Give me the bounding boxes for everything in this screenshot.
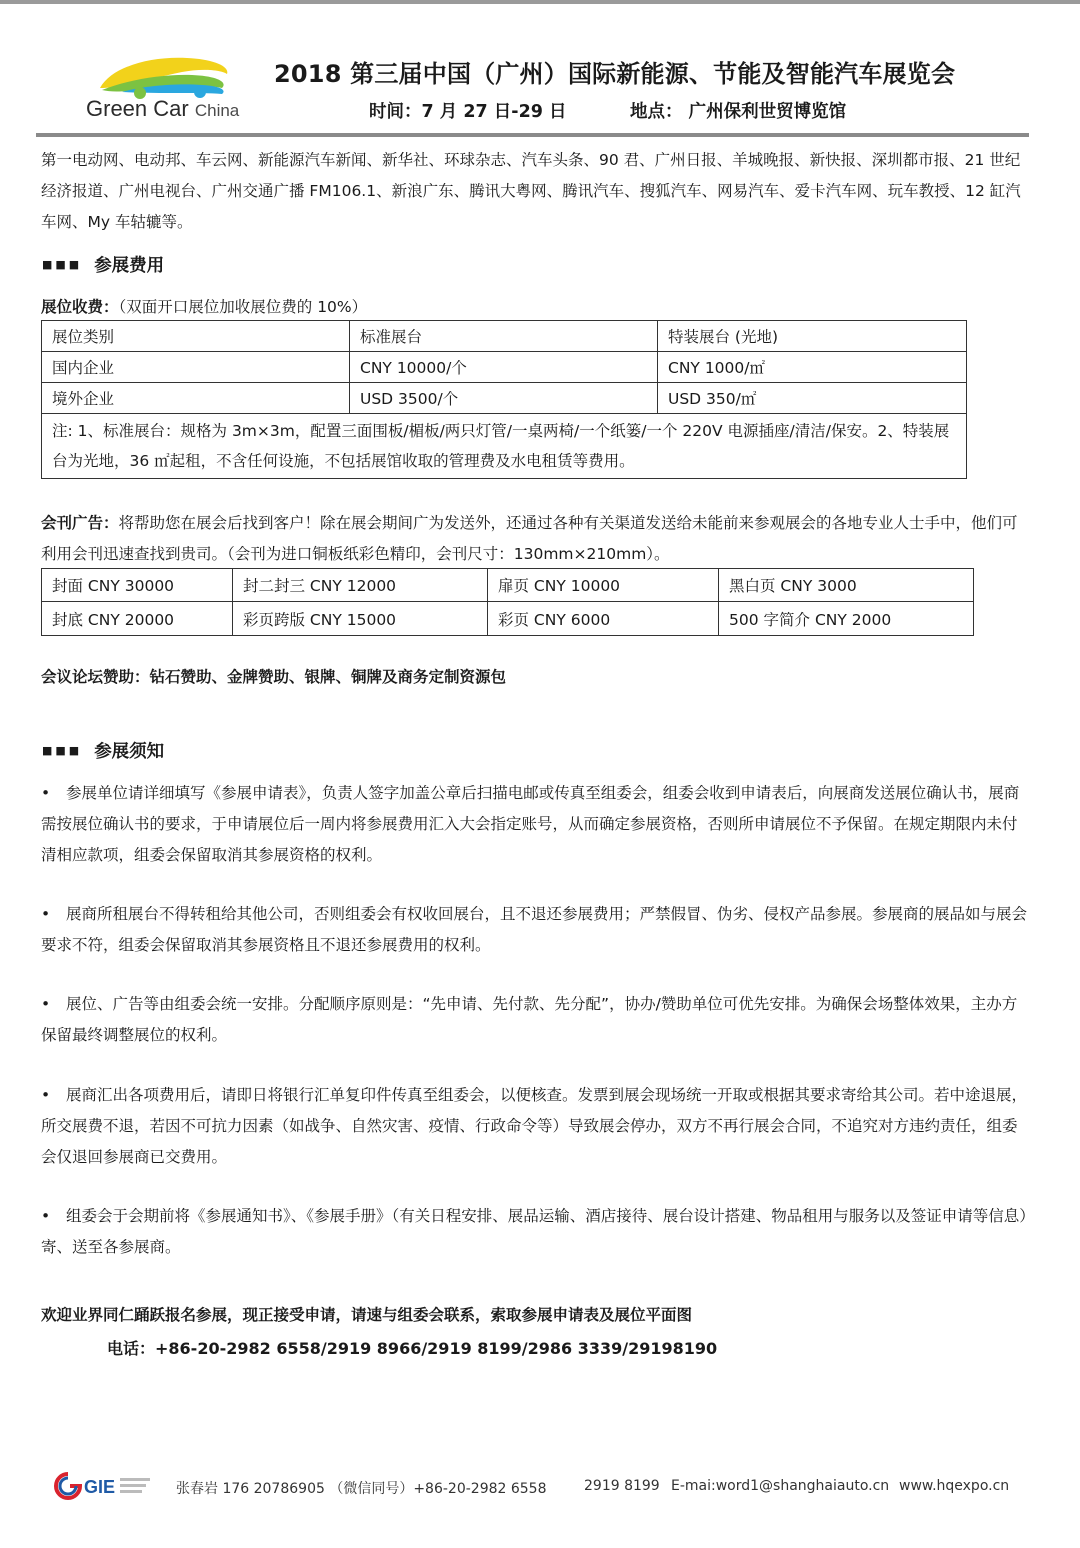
table-cell: 彩页 CNY 6000	[488, 602, 719, 636]
booth-note: 注: 1、标准展台：规格为 3m×3m，配置三面围板/楣板/两只灯管/一桌两椅/一个纸篓/一个 220V 电源插座/清洁/保安。2、特装展台为光地，36 ㎡起租，不含任何设施，不包括展馆收取的管理费及水电租赁等费用。	[42, 414, 967, 479]
table-row	[42, 352, 967, 383]
table-cell: CNY 1000/㎡	[658, 352, 967, 383]
table-cell: 扉页 CNY 10000	[488, 569, 719, 602]
table-header-cell: 展位类别	[42, 321, 350, 352]
table-header-cell: 特装展台 (光地)	[658, 321, 967, 352]
table-cell: 彩页跨版 CNY 15000	[233, 602, 488, 636]
table-cell: 500 字简介 CNY 2000	[719, 602, 974, 636]
notice-item: • 展商汇出各项费用后，请即日将银行汇单复印件传真至组委会，以便核查。发票到展会现场统一开取或根据其要求寄给其公司。若中途退展，所交展费不退，若因不可抗力因素（如战争、自然灾害、疫情、行政命令等）导致展会停办，双方不再行展会合同，不追究对方违约责任，组委会仅退回参展商已交费用。	[41, 1086, 1028, 1166]
page-title: 2018 第三届中国（广州）国际新能源、节能及智能汽车展览会	[274, 60, 956, 88]
footer-fax: 2919 8199	[584, 1478, 660, 1494]
section-notice-heading: ■■■ 参展须知	[42, 742, 165, 762]
table-row	[42, 569, 974, 602]
table-row	[42, 602, 974, 636]
event-time: 时间：7 月 27 日-29 日	[369, 102, 567, 122]
notice-item: • 参展单位请详细填写《参展申请表》，负责人签字加盖公章后扫描电邮或传真至组委会，组委会收到申请表后，向展商发送展位确认书，展商需按展位确认书的要求，于申请展位后一周内将参展费用汇入大会指定账号，从而确定参展资格，否则所申请展位不予保留。在规定期限内未付清相应款项，组委会保留取消其参展资格的权利。	[41, 784, 1020, 864]
table-cell: 封底 CNY 20000	[42, 602, 233, 636]
phone-line: 电话：+86-20-2982 6558/2919 8966/2919 8199/2986 3339/29198190	[107, 1339, 718, 1358]
footer-website[interactable]: www.hqexpo.cn	[899, 1478, 1010, 1494]
booth-fee-table	[41, 320, 967, 479]
table-row	[42, 383, 967, 414]
svg-text:GIE: GIE	[84, 1477, 116, 1497]
table-cell: USD 3500/个	[350, 383, 658, 414]
notice-item: • 组委会于会期前将《参展通知书》、《参展手册》（有关日程安排、展品运输、酒店接待、展台设计搭建、物品租用与服务以及签证申请等信息）寄、送至各参展商。	[41, 1207, 1028, 1256]
sponsorship-line: 会议论坛赞助：钻石赞助、金牌赞助、银牌、铜牌及商务定制资源包	[41, 668, 507, 686]
table-cell: 国内企业	[42, 352, 350, 383]
notice-item: • 展商所租展台不得转租给其他公司，否则组委会有权收回展台，且不退还参展费用；严禁假冒、伪劣、侵权产品参展。参展商的展品如与展会要求不符，组委会保留取消其参展资格且不退还参展费用的权利。	[41, 905, 1028, 954]
notice-item: • 展位、广告等由组委会统一安排。分配顺序原则是：“先申请、先付款、先分配”，协办/赞助单位可优先安排。为确保会场整体效果，主办方保留最终调整展位的权利。	[41, 995, 1018, 1044]
table-cell: 黑白页 CNY 3000	[719, 569, 974, 602]
footer-contact: 张春岩 176 20786905 （微信同号）+86-20-2982 6558	[176, 1481, 547, 1497]
media-partners: 第一电动网、电动邦、车云网、新能源汽车新闻、新华社、环球杂志、汽车头条、90 君、广州日报、羊城晚报、新快报、深圳都市报、21 世纪经济报道、广州电视台、广州交通广播 FM106.1、新浪广东、腾讯大粤网、腾讯汽车、搜狐汽车、网易汽车、爱卡汽车网、玩车教授、12 缸汽车网、My 车轱辘等。	[41, 151, 1021, 231]
table-row	[42, 414, 967, 479]
table-cell: 封面 CNY 30000	[42, 569, 233, 602]
logo-text: Green Car China	[86, 96, 240, 121]
ads-description: 会刊广告：将帮助您在展会后找到客户！除在展会期间广为发送外，还通过各种有关渠道发送给未能前来参观展会的各地专业人士手中，他们可利用会刊迅速查找到贵司。（会刊为进口铜板纸彩色精印，会刊尺寸：130mm×210mm）。	[41, 514, 1018, 563]
event-place: 地点： 广州保利世贸博览馆	[630, 102, 847, 122]
table-row	[42, 321, 967, 352]
table-cell: CNY 10000/个	[350, 352, 658, 383]
header-divider	[36, 133, 1029, 137]
section-fees-heading: ■■■ 参展费用	[42, 256, 165, 276]
gie-logo-icon	[52, 1470, 162, 1502]
welcome-line: 欢迎业界同仁踊跃报名参展，现正接受申请，请速与组委会联系，索取参展申请表及展位平面图	[41, 1306, 693, 1324]
table-cell: 封二封三 CNY 12000	[233, 569, 488, 602]
footer-email[interactable]: E-mai:word1@shanghaiauto.cn	[671, 1478, 890, 1494]
top-rule	[0, 0, 1080, 4]
table-cell: 境外企业	[42, 383, 350, 414]
booth-fee-label: 展位收费：（双面开口展位加收展位费的 10%）	[41, 298, 368, 316]
ads-price-table	[41, 568, 974, 636]
table-cell: USD 350/㎡	[658, 383, 967, 414]
table-header-cell: 标准展台	[350, 321, 658, 352]
